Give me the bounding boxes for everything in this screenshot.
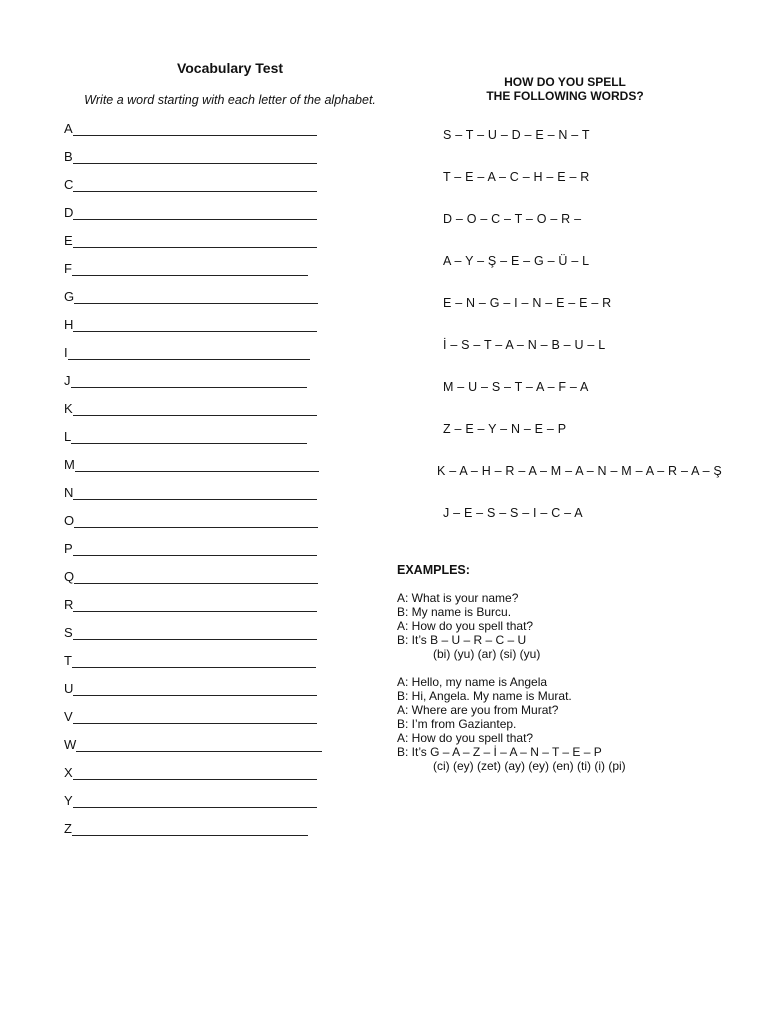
- alphabet-row-k: [64, 401, 322, 429]
- example-line: B: It’s G – A – Z – İ – A – N – T – E – P: [397, 745, 602, 759]
- alphabet-row-u: [64, 681, 322, 709]
- answer-line[interactable]: [73, 177, 317, 192]
- example-line: A: What is your name?: [397, 591, 519, 605]
- example-spacer: [397, 661, 626, 675]
- answer-line[interactable]: [74, 289, 318, 304]
- answer-line[interactable]: [75, 457, 319, 472]
- letter-label: H: [64, 317, 74, 332]
- answer-line[interactable]: [73, 541, 317, 556]
- alphabet-row-r: [64, 597, 322, 625]
- letter-label: J: [64, 373, 71, 388]
- letter-label: I: [64, 345, 68, 360]
- example-pronunciation: (ci) (ey) (zet) (ay) (ey) (en) (ti) (i) (pi): [433, 759, 626, 773]
- letter-label: O: [64, 513, 75, 528]
- answer-line[interactable]: [68, 345, 310, 360]
- examples-heading: EXAMPLES:: [397, 563, 470, 577]
- letter-label: S: [64, 625, 73, 640]
- alphabet-row-s: [64, 625, 322, 653]
- answer-line[interactable]: [73, 401, 317, 416]
- alphabet-row-e: [64, 233, 322, 261]
- example-pronunciation: (bi) (yu) (ar) (si) (yu): [433, 647, 541, 661]
- answer-line[interactable]: [73, 149, 317, 164]
- answer-line[interactable]: [73, 793, 317, 808]
- alphabet-row-z: [64, 821, 322, 849]
- alphabet-row-h: [64, 317, 322, 345]
- alphabet-row-b: [64, 149, 322, 177]
- letter-label: V: [64, 709, 73, 724]
- spelling-heading: [420, 75, 710, 103]
- alphabet-row-i: [64, 345, 322, 373]
- alphabet-row-f: [64, 261, 322, 289]
- answer-line[interactable]: [76, 737, 322, 752]
- answer-line[interactable]: [73, 485, 317, 500]
- answer-line[interactable]: [73, 205, 317, 220]
- letter-label: R: [64, 597, 74, 612]
- spelling-heading-line2: THE FOLLOWING WORDS?: [486, 89, 644, 103]
- alphabet-row-g: [64, 289, 322, 317]
- alphabet-row-v: [64, 709, 322, 737]
- letter-label: F: [64, 261, 72, 276]
- spelling-word: E – N – G – I – N – E – E – R: [443, 296, 612, 310]
- letter-label: U: [64, 681, 74, 696]
- alphabet-row-l: [64, 429, 322, 457]
- spelling-word: K – A – H – R – A – M – A – N – M – A – R – A – Ş: [437, 464, 722, 478]
- spelling-word: A – Y – Ş – E – G – Ü – L: [443, 254, 590, 268]
- example-line: A: Where are you from Murat?: [397, 703, 559, 717]
- example-line: B: My name is Burcu.: [397, 605, 512, 619]
- answer-line[interactable]: [73, 317, 317, 332]
- answer-line[interactable]: [72, 821, 308, 836]
- examples-block: [397, 591, 626, 773]
- answer-line[interactable]: [74, 569, 318, 584]
- letter-label: Z: [64, 821, 72, 836]
- answer-line[interactable]: [73, 597, 317, 612]
- spelling-word: İ – S – T – A – N – B – U – L: [443, 338, 606, 352]
- example-line: B: I’m from Gaziantep.: [397, 717, 517, 731]
- spelling-word: T – E – A – C – H – E – R: [443, 170, 590, 184]
- answer-line[interactable]: [71, 373, 307, 388]
- answer-line[interactable]: [71, 429, 307, 444]
- letter-label: M: [64, 457, 75, 472]
- alphabet-row-n: [64, 485, 322, 513]
- letter-label: Q: [64, 569, 75, 584]
- spelling-word: S – T – U – D – E – N – T: [443, 128, 590, 142]
- example-line: B: It’s B – U – R – C – U: [397, 633, 527, 647]
- letter-label: Y: [64, 793, 73, 808]
- spelling-word: J – E – S – S – I – C – A: [443, 506, 583, 520]
- alphabet-row-c: [64, 177, 322, 205]
- letter-label: G: [64, 289, 75, 304]
- alphabet-row-q: [64, 569, 322, 597]
- spelling-word: D – O – C – T – O – R –: [443, 212, 582, 226]
- letter-label: C: [64, 177, 74, 192]
- alphabet-row-p: [64, 541, 322, 569]
- alphabet-row-d: [64, 205, 322, 233]
- alphabet-list: [64, 121, 322, 849]
- letter-label: A: [64, 121, 73, 136]
- alphabet-row-m: [64, 457, 322, 485]
- letter-label: W: [64, 737, 77, 752]
- alphabet-row-y: [64, 793, 322, 821]
- alphabet-row-t: [64, 653, 322, 681]
- spelling-heading-line1: HOW DO YOU SPELL: [504, 75, 626, 89]
- letter-label: B: [64, 149, 73, 164]
- instruction-text: Write a word starting with each letter of the alphabet.: [84, 93, 376, 107]
- spelling-word-list: [437, 128, 722, 548]
- letter-label: T: [64, 653, 72, 668]
- answer-line[interactable]: [73, 681, 317, 696]
- answer-line[interactable]: [73, 233, 317, 248]
- answer-line[interactable]: [73, 121, 317, 136]
- answer-line[interactable]: [73, 709, 317, 724]
- spelling-word: M – U – S – T – A – F – A: [443, 380, 589, 394]
- letter-label: N: [64, 485, 74, 500]
- page-title: Vocabulary Test: [176, 60, 284, 76]
- answer-line[interactable]: [74, 513, 318, 528]
- letter-label: X: [64, 765, 73, 780]
- alphabet-row-x: [64, 765, 322, 793]
- alphabet-row-o: [64, 513, 322, 541]
- letter-label: D: [64, 205, 74, 220]
- answer-line[interactable]: [72, 261, 308, 276]
- answer-line[interactable]: [73, 625, 317, 640]
- spelling-word: Z – E – Y – N – E – P: [443, 422, 567, 436]
- alphabet-row-j: [64, 373, 322, 401]
- alphabet-row-a: [64, 121, 322, 149]
- letter-label: K: [64, 401, 73, 416]
- letter-label: E: [64, 233, 73, 248]
- example-line: A: Hello, my name is Angela: [397, 675, 548, 689]
- letter-label: P: [64, 541, 73, 556]
- alphabet-row-w: [64, 737, 322, 765]
- answer-line[interactable]: [73, 765, 317, 780]
- example-line: A: How do you spell that?: [397, 731, 534, 745]
- answer-line[interactable]: [72, 653, 316, 668]
- example-line: A: How do you spell that?: [397, 619, 534, 633]
- example-line: B: Hi, Angela. My name is Murat.: [397, 689, 572, 703]
- letter-label: L: [64, 429, 72, 444]
